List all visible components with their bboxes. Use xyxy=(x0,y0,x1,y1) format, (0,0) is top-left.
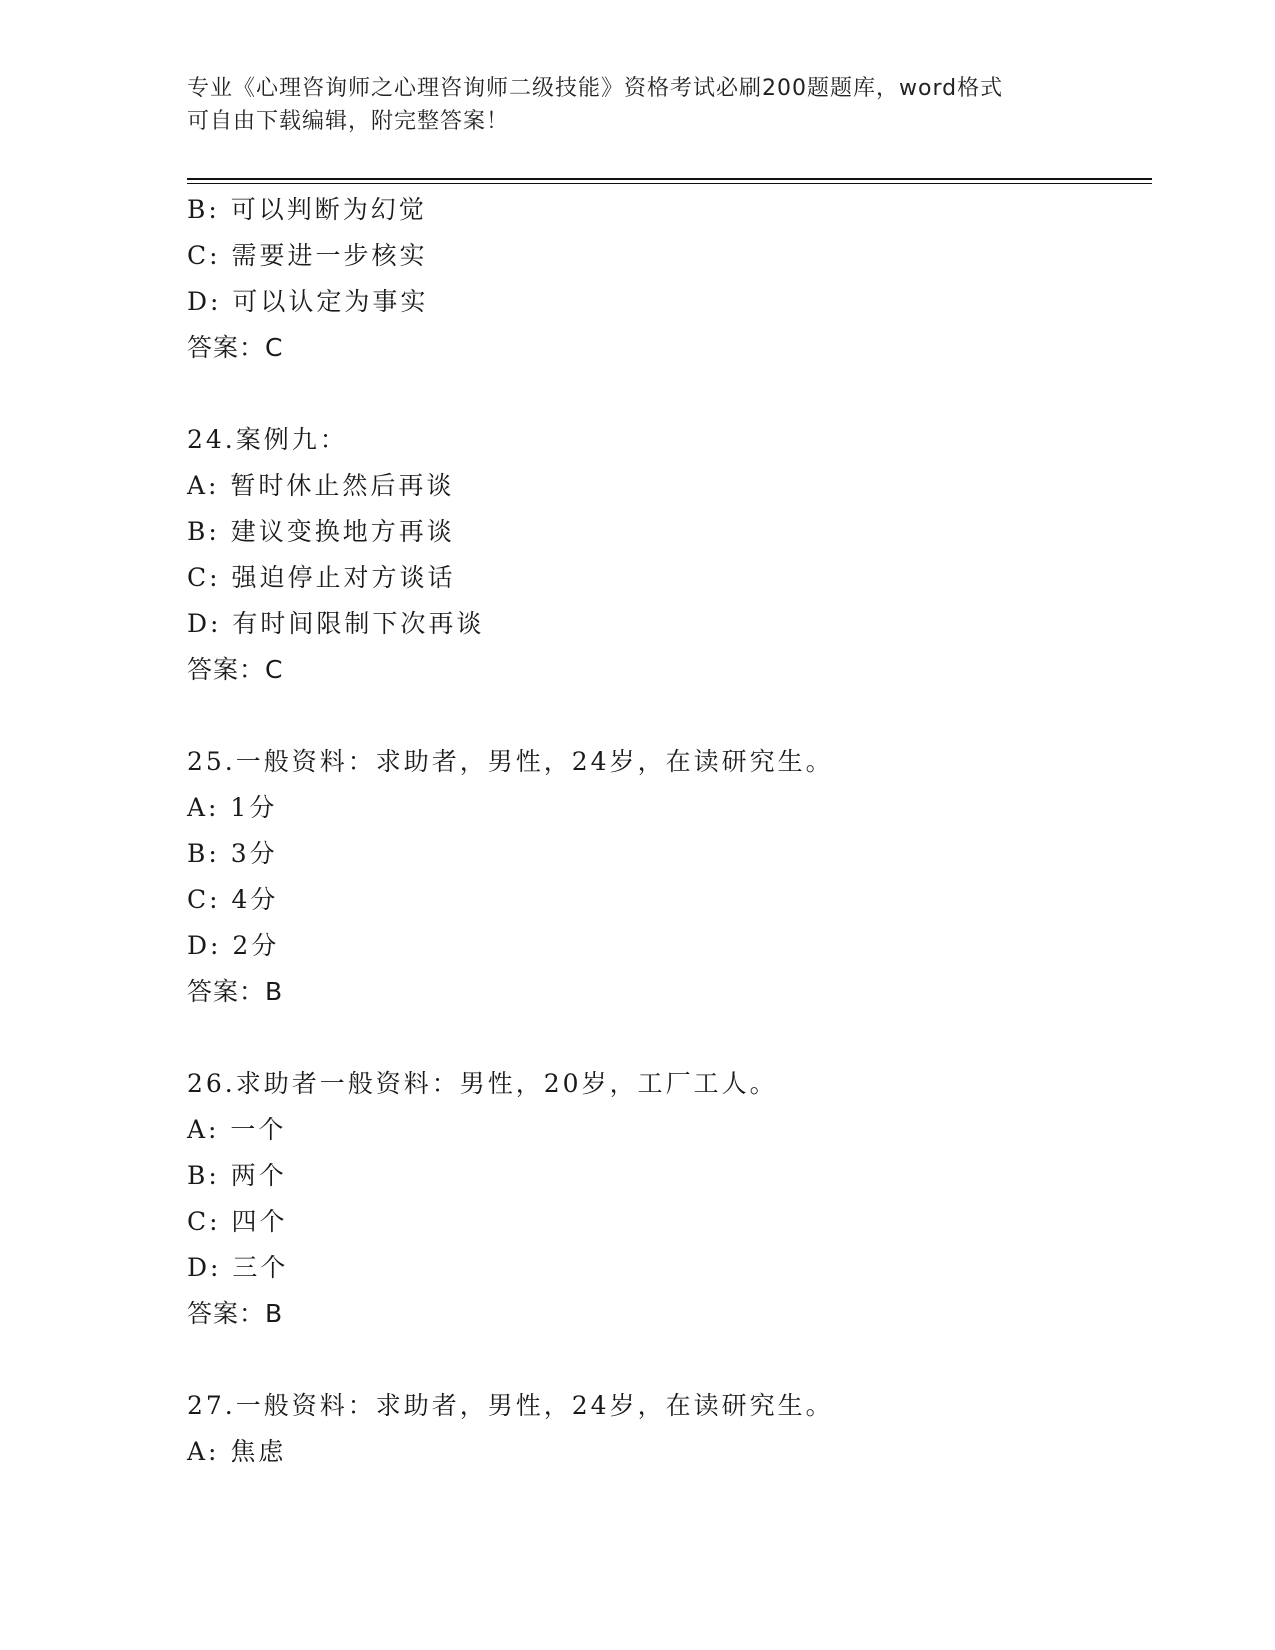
question-block-25 xyxy=(187,739,1147,1015)
option-d: D: 三个 xyxy=(187,1253,289,1282)
answer-line: 答案：B xyxy=(187,1299,284,1328)
spacer xyxy=(187,693,1147,739)
option-b: B: 两个 xyxy=(187,1161,287,1190)
header-title-line-2: 可自由下载编辑，附完整答案！ xyxy=(187,109,510,134)
header-divider-thin xyxy=(187,183,1152,184)
option-b: B: 建议变换地方再谈 xyxy=(187,517,455,546)
option-b: B: 3分 xyxy=(187,839,278,868)
answer-line: 答案：C xyxy=(187,333,284,362)
question-block-23 xyxy=(187,187,1147,371)
option-d: D: 可以认定为事实 xyxy=(187,287,429,316)
answer-line: 答案：B xyxy=(187,977,284,1006)
option-c: C: 需要进一步核实 xyxy=(187,241,428,270)
option-c: C: 4分 xyxy=(187,885,279,914)
question-block-24 xyxy=(187,417,1147,693)
option-d: D: 有时间限制下次再谈 xyxy=(187,609,485,638)
option-b: B: 可以判断为幻觉 xyxy=(187,195,427,224)
option-a: A: 暂时休止然后再谈 xyxy=(187,471,455,500)
option-c: C: 强迫停止对方谈话 xyxy=(187,563,456,592)
question-stem: 24.案例九： xyxy=(187,425,348,454)
question-stem: 25.一般资料：求助者，男性，24岁，在读研究生。 xyxy=(187,747,834,776)
question-list xyxy=(187,187,1147,1475)
option-c: C: 四个 xyxy=(187,1207,288,1236)
page-header xyxy=(187,72,1087,138)
question-block-27 xyxy=(187,1383,1147,1475)
spacer xyxy=(187,1015,1147,1061)
header-title-line-1: 专业《心理咨询师之心理咨询师二级技能》资格考试必刷200题题库，word格式 xyxy=(187,76,1004,101)
option-a: A: 1分 xyxy=(187,793,278,822)
question-stem: 26.求助者一般资料：男性，20岁，工厂工人。 xyxy=(187,1069,778,1098)
option-a: A: 焦虑 xyxy=(187,1437,287,1466)
answer-line: 答案：C xyxy=(187,655,284,684)
option-a: A: 一个 xyxy=(187,1115,287,1144)
spacer xyxy=(187,371,1147,417)
header-divider xyxy=(187,178,1152,180)
question-stem: 27.一般资料：求助者，男性，24岁，在读研究生。 xyxy=(187,1391,834,1420)
question-block-26 xyxy=(187,1061,1147,1337)
spacer xyxy=(187,1337,1147,1383)
option-d: D: 2分 xyxy=(187,931,280,960)
